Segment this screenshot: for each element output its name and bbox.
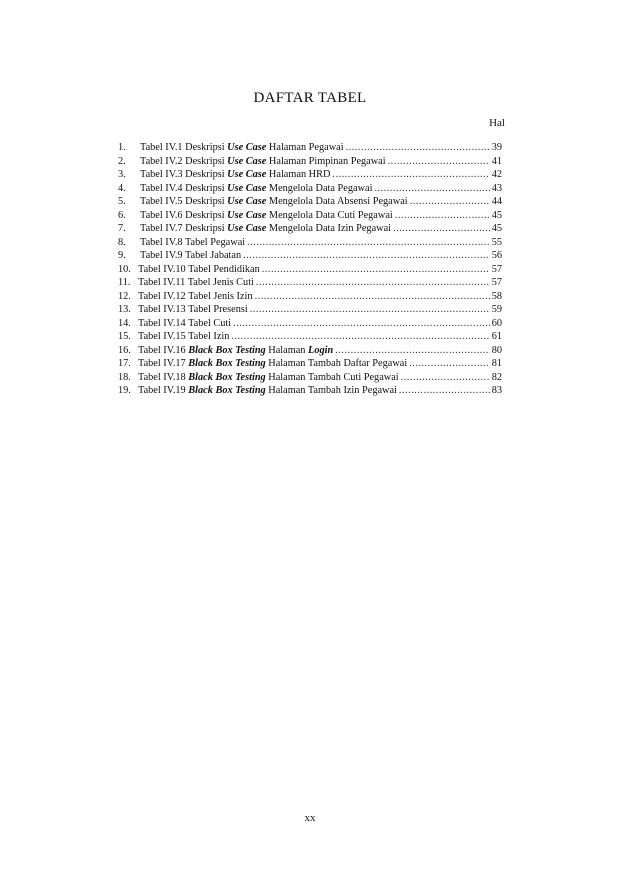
dot-leader bbox=[410, 195, 490, 209]
list-item bbox=[118, 155, 502, 169]
item-page: 42 bbox=[491, 169, 502, 180]
item-page: 58 bbox=[491, 290, 502, 302]
list-item bbox=[118, 371, 502, 385]
item-number: 12. bbox=[118, 290, 131, 302]
item-number: 19. bbox=[118, 385, 131, 396]
item-number: 11. bbox=[118, 277, 131, 288]
list-item bbox=[118, 222, 502, 236]
item-page: 57 bbox=[491, 277, 502, 288]
list-item bbox=[118, 303, 502, 317]
dot-leader bbox=[374, 182, 489, 196]
dot-leader bbox=[332, 168, 489, 182]
item-number: 14. bbox=[118, 317, 131, 329]
list-item bbox=[118, 263, 502, 277]
page-number: xx bbox=[304, 812, 316, 824]
item-title: Tabel IV.19 Black Box Testing Halaman Tambah Izin Pegawai bbox=[138, 385, 397, 396]
dot-leader bbox=[346, 141, 490, 155]
dot-leader bbox=[255, 290, 490, 304]
item-number: 7. bbox=[118, 223, 126, 234]
item-title: Tabel IV.4 Deskripsi Use Case Mengelola Data Pegawai bbox=[140, 182, 373, 194]
item-number: 15. bbox=[118, 331, 131, 342]
item-page: 55 bbox=[491, 236, 502, 248]
list-item bbox=[118, 357, 502, 371]
list-item bbox=[118, 182, 502, 196]
dot-leader bbox=[401, 371, 490, 385]
item-title: Tabel IV.10 Tabel Pendidikan bbox=[138, 263, 260, 275]
list-item bbox=[118, 384, 502, 398]
item-page: 61 bbox=[491, 331, 502, 342]
item-number: 16. bbox=[118, 344, 131, 356]
item-page: 44 bbox=[491, 196, 502, 207]
item-title: Tabel IV.6 Deskripsi Use Case Mengelola Data Cuti Pegawai bbox=[140, 209, 393, 221]
list-item bbox=[118, 249, 502, 263]
item-number: 18. bbox=[118, 371, 131, 383]
item-page: 59 bbox=[491, 304, 502, 315]
item-title: Tabel IV.13 Tabel Presensi bbox=[138, 304, 248, 315]
dot-leader bbox=[409, 357, 490, 371]
item-title: Tabel IV.5 Deskripsi Use Case Mengelola Data Absensi Pegawai bbox=[140, 196, 408, 207]
item-number: 17. bbox=[118, 358, 131, 369]
dot-leader bbox=[247, 236, 490, 250]
item-number: 5. bbox=[118, 196, 126, 207]
item-page: 60 bbox=[491, 317, 502, 329]
list-item bbox=[118, 344, 502, 358]
table-list bbox=[118, 141, 502, 398]
item-title: Tabel IV.1 Deskripsi Use Case Halaman Pegawai bbox=[140, 142, 344, 153]
item-title: Tabel IV.7 Deskripsi Use Case Mengelola Data Izin Pegawai bbox=[140, 223, 392, 234]
item-title: Tabel IV.9 Tabel Jabatan bbox=[140, 250, 242, 261]
item-number: 3. bbox=[118, 169, 126, 180]
item-number: 1. bbox=[118, 142, 126, 153]
item-title: Tabel IV.3 Deskripsi Use Case Halaman HRD bbox=[140, 169, 331, 180]
item-page: 56 bbox=[491, 250, 502, 261]
page-title: DAFTAR TABEL bbox=[253, 90, 367, 106]
list-item bbox=[118, 317, 502, 331]
list-item bbox=[118, 209, 502, 223]
item-number: 8. bbox=[118, 236, 126, 248]
item-number: 2. bbox=[118, 155, 126, 167]
item-title: Tabel IV.11 Tabel Jenis Cuti bbox=[138, 277, 254, 288]
dot-leader bbox=[399, 384, 490, 398]
item-number: 6. bbox=[118, 209, 126, 221]
item-page: 82 bbox=[491, 371, 502, 383]
dot-leader bbox=[388, 155, 490, 169]
item-page: 80 bbox=[491, 344, 502, 356]
item-page: 57 bbox=[491, 263, 502, 275]
dot-leader bbox=[393, 222, 490, 236]
list-item bbox=[118, 330, 502, 344]
item-number: 4. bbox=[118, 182, 126, 194]
dot-leader bbox=[243, 249, 490, 263]
item-page: 39 bbox=[491, 142, 502, 153]
dot-leader bbox=[395, 209, 490, 223]
item-page: 43 bbox=[491, 182, 502, 194]
item-page: 81 bbox=[491, 358, 502, 369]
page-column-label: Hal bbox=[489, 117, 505, 129]
item-title: Tabel IV.14 Tabel Cuti bbox=[138, 317, 232, 329]
list-item bbox=[118, 168, 502, 182]
item-page: 45 bbox=[491, 209, 502, 221]
list-item bbox=[118, 141, 502, 155]
item-title: Tabel IV.8 Tabel Pegawai bbox=[140, 236, 246, 248]
dot-leader bbox=[231, 330, 489, 344]
list-item bbox=[118, 236, 502, 250]
item-page: 83 bbox=[491, 385, 502, 396]
dot-leader bbox=[262, 263, 490, 277]
list-item bbox=[118, 290, 502, 304]
item-page: 45 bbox=[491, 223, 502, 234]
dot-leader bbox=[233, 317, 490, 331]
item-title: Tabel IV.17 Black Box Testing Halaman Tambah Daftar Pegawai bbox=[138, 358, 408, 369]
list-item bbox=[118, 276, 502, 290]
item-title: Tabel IV.12 Tabel Jenis Izin bbox=[138, 290, 253, 302]
dot-leader bbox=[256, 276, 490, 290]
list-item bbox=[118, 195, 502, 209]
item-title: Tabel IV.16 Black Box Testing Halaman Login bbox=[138, 344, 334, 356]
item-title: Tabel IV.18 Black Box Testing Halaman Tambah Cuti Pegawai bbox=[138, 371, 399, 383]
item-number: 9. bbox=[118, 250, 126, 261]
item-number: 13. bbox=[118, 304, 131, 315]
item-title: Tabel IV.15 Tabel Izin bbox=[138, 331, 230, 342]
dot-leader bbox=[250, 303, 490, 317]
dot-leader bbox=[335, 344, 489, 358]
item-title: Tabel IV.2 Deskripsi Use Case Halaman Pimpinan Pegawai bbox=[140, 155, 386, 167]
item-page: 41 bbox=[491, 155, 502, 167]
item-number: 10. bbox=[118, 263, 131, 275]
